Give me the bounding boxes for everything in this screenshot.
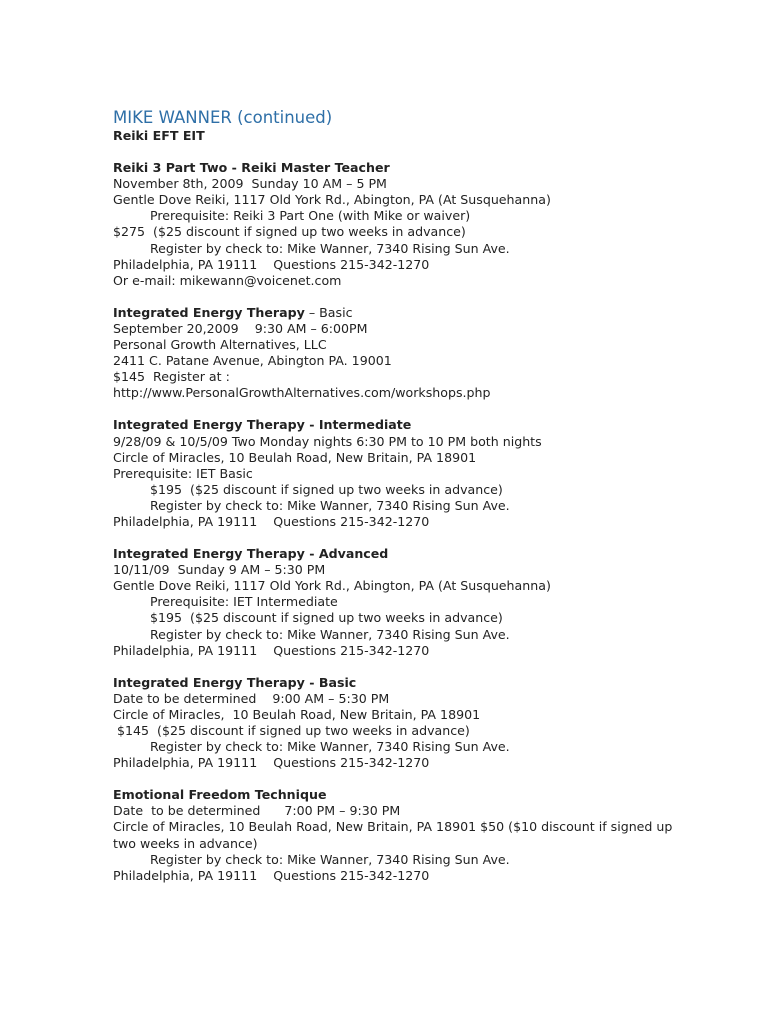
workshop-contact: Philadelphia, PA 19111 Questions 215-342-1270 <box>113 642 430 658</box>
workshop-price: $145 Register at : <box>113 369 230 385</box>
workshop-register: Register by check to: Mike Wanner, 7340 Rising Sun Ave. <box>150 497 510 513</box>
workshop-heading: Integrated Energy Therapy - Advanced <box>113 546 389 562</box>
workshop-prerequisite: Prerequisite: IET Intermediate <box>150 594 338 610</box>
workshop-register: Register by check to: Mike Wanner, 7340 Rising Sun Ave. <box>150 851 510 867</box>
workshop-contact: Philadelphia, PA 19111 Questions 215-342-1270 <box>113 513 430 529</box>
workshop-eft <box>113 787 673 884</box>
workshop-price: $195 ($25 discount if signed up two weeks in advance) <box>150 481 503 497</box>
workshop-location: Gentle Dove Reiki, 1117 Old York Rd., Abington, PA (At Susquehanna) <box>113 578 551 594</box>
workshop-heading <box>113 305 673 321</box>
workshop-location: Gentle Dove Reiki, 1117 Old York Rd., Abington, PA (At Susquehanna) <box>113 192 551 208</box>
workshop-contact: Philadelphia, PA 19111 Questions 215-342-1270 <box>113 256 430 272</box>
workshop-contact: Philadelphia, PA 19111 Questions 215-342-1270 <box>113 867 430 883</box>
workshop-heading-suffix: – Basic <box>304 304 353 320</box>
workshop-heading: Integrated Energy Therapy - Intermediate <box>113 417 412 433</box>
workshop-address: 2411 C. Patane Avenue, Abington PA. 19001 <box>113 353 392 369</box>
workshop-location: Circle of Miracles, 10 Beulah Road, New Britain, PA 18901 <box>113 449 477 465</box>
workshop-iet-intermediate <box>113 417 673 530</box>
workshop-email: Or e-mail: mikewann@voicenet.com <box>113 272 342 288</box>
workshop-location: Circle of Miracles, 10 Beulah Road, New Britain, PA 18901 <box>113 706 481 722</box>
workshop-date: 9/28/09 & 10/5/09 Two Monday nights 6:30 PM to 10 PM both nights <box>113 433 542 449</box>
workshop-url[interactable]: http://www.PersonalGrowthAlternatives.com/workshops.php <box>113 385 491 401</box>
workshop-date: November 8th, 2009 Sunday 10 AM – 5 PM <box>113 176 387 192</box>
page-subtitle: Reiki EFT EIT <box>113 128 205 143</box>
workshop-organization: Personal Growth Alternatives, LLC <box>113 337 327 353</box>
workshop-date: Date to be determined 7:00 PM – 9:30 PM <box>113 803 401 819</box>
page-title: MIKE WANNER (continued) <box>113 108 333 127</box>
workshop-iet-advanced <box>113 546 673 659</box>
workshop-register: Register by check to: Mike Wanner, 7340 Rising Sun Ave. <box>150 240 510 256</box>
workshop-iet-basic-september <box>113 305 673 402</box>
workshop-prerequisite: Prerequisite: IET Basic <box>113 465 253 481</box>
document-page <box>113 108 673 900</box>
workshop-heading-main: Integrated Energy Therapy <box>113 304 305 320</box>
workshop-heading: Emotional Freedom Technique <box>113 787 327 803</box>
workshop-register: Register by check to: Mike Wanner, 7340 Rising Sun Ave. <box>150 626 510 642</box>
workshop-contact: Philadelphia, PA 19111 Questions 215-342-1270 <box>113 755 430 771</box>
workshop-price: $145 ($25 discount if signed up two weeks in advance) <box>113 723 470 738</box>
workshop-iet-basic-tbd <box>113 675 673 772</box>
workshop-heading: Integrated Energy Therapy - Basic <box>113 674 357 690</box>
workshop-location-price: Circle of Miracles, 10 Beulah Road, New Britain, PA 18901 $50 ($10 discount if signed up two weeks in advance) <box>113 819 673 851</box>
workshop-date: 10/11/09 Sunday 9 AM – 5:30 PM <box>113 562 326 578</box>
workshop-price: $275 ($25 discount if signed up two weeks in advance) <box>113 224 466 240</box>
workshop-register: Register by check to: Mike Wanner, 7340 Rising Sun Ave. <box>150 739 510 755</box>
workshop-reiki-3-part-two <box>113 160 673 289</box>
workshop-prerequisite: Prerequisite: Reiki 3 Part One (with Mike or waiver) <box>150 208 471 224</box>
workshop-date: September 20,2009 9:30 AM – 6:00PM <box>113 320 368 336</box>
workshop-price: $195 ($25 discount if signed up two weeks in advance) <box>150 610 503 626</box>
workshop-date: Date to be determined 9:00 AM – 5:30 PM <box>113 690 390 706</box>
workshop-heading: Reiki 3 Part Two - Reiki Master Teacher <box>113 160 390 176</box>
